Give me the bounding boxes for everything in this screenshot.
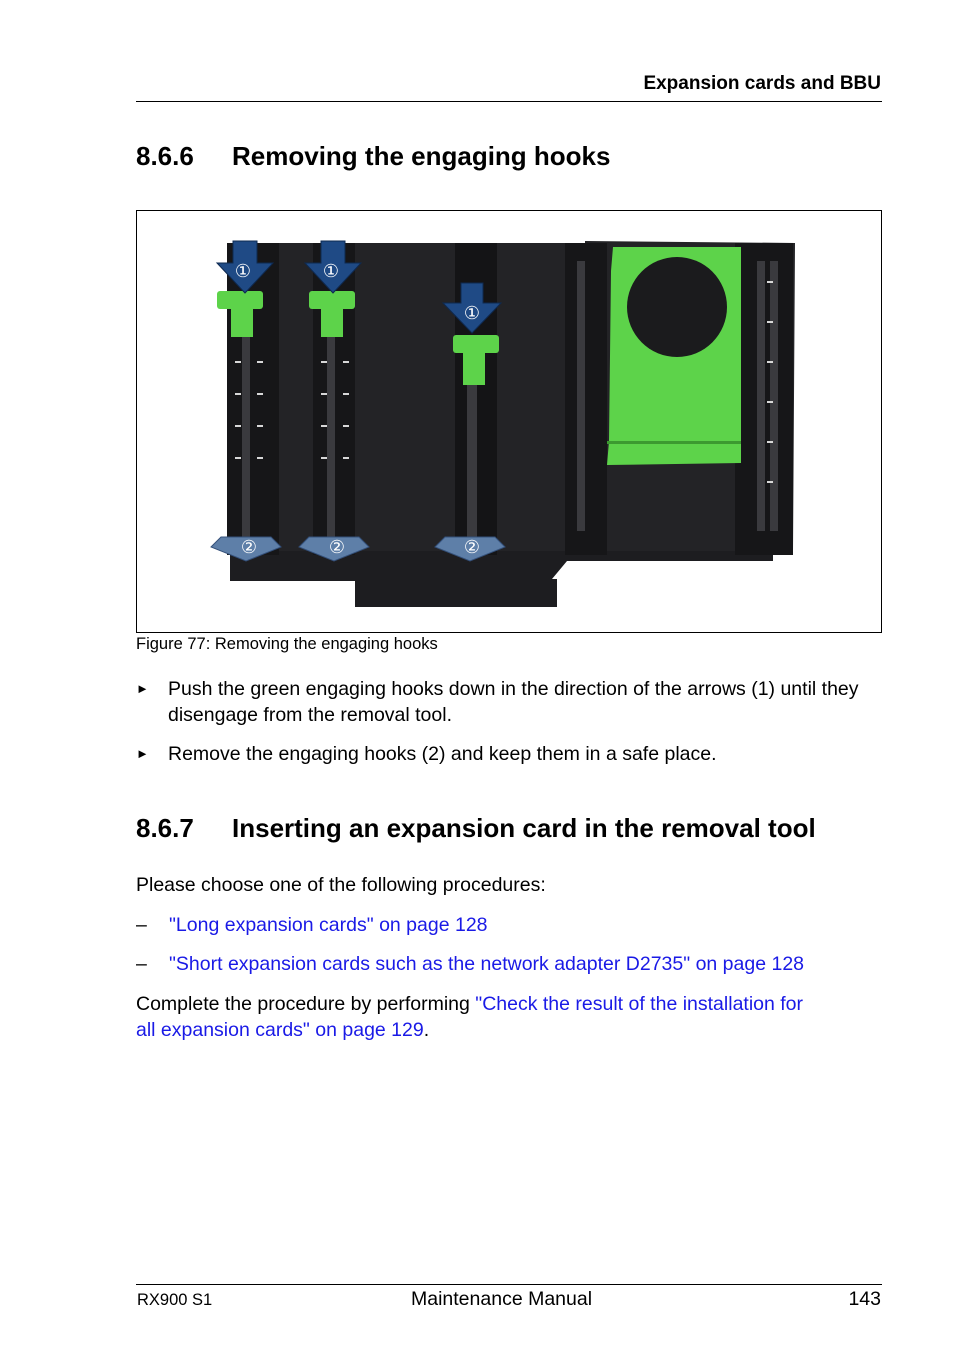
bullet-marker: ►: [136, 746, 149, 761]
dash-marker: –: [136, 953, 147, 975]
figure-caption: Figure 77: Removing the engaging hooks: [136, 635, 438, 653]
figure-77: [136, 210, 882, 633]
section-number: 8.6.6: [136, 141, 194, 171]
removal-tool-illustration: [137, 211, 881, 632]
callout-2a: ②: [240, 537, 258, 558]
callout-1c: ①: [463, 303, 481, 324]
complete-suffix: .: [423, 1019, 430, 1041]
link-short-expansion-cards[interactable]: "Short expansion cards such as the network adapter D2735" on page 128: [169, 953, 805, 975]
section-title: Inserting an expansion card in the removal tool: [232, 813, 816, 843]
footer-manual-title: Maintenance Manual: [411, 1288, 593, 1310]
section-number: 8.6.7: [136, 813, 194, 843]
callout-2c: ②: [463, 537, 481, 558]
page-number: 143: [848, 1288, 881, 1310]
section-title: Removing the engaging hooks: [232, 141, 611, 171]
link-long-expansion-cards[interactable]: "Long expansion cards" on page 128: [169, 914, 488, 936]
step-text: Remove the engaging hooks (2) and keep them in a safe place.: [168, 743, 717, 765]
dash-marker: –: [136, 914, 147, 936]
callout-1a: ①: [234, 261, 252, 282]
procedure-item-2: [136, 951, 882, 977]
callout-1b: ①: [322, 261, 340, 282]
step-2: [136, 741, 882, 767]
procedure-item-1: [136, 912, 882, 938]
footer-model: RX900 S1: [137, 1291, 213, 1309]
bullet-marker: ►: [136, 681, 149, 696]
link-check-result-part-2[interactable]: all expansion cards" on page 129: [136, 1019, 424, 1041]
complete-line-2: [136, 1017, 429, 1043]
complete-prefix: Complete the procedure by performing: [136, 993, 476, 1015]
intro-text: Please choose one of the following procedures:: [136, 874, 546, 896]
complete-line-1: [136, 991, 803, 1017]
running-header: Expansion cards and BBU: [643, 73, 881, 94]
step-1: [136, 676, 882, 728]
link-check-result-part-1[interactable]: "Check the result of the installation for: [475, 993, 804, 1015]
section-heading-867: [136, 812, 816, 844]
step-text: Push the green engaging hooks down in the direction of the arrows (1) until they disengage from the removal tool.: [168, 678, 859, 726]
footer-rule: [136, 1284, 882, 1285]
header-rule: [136, 101, 882, 102]
callout-2b: ②: [328, 537, 346, 558]
section-heading-866: [136, 140, 610, 172]
